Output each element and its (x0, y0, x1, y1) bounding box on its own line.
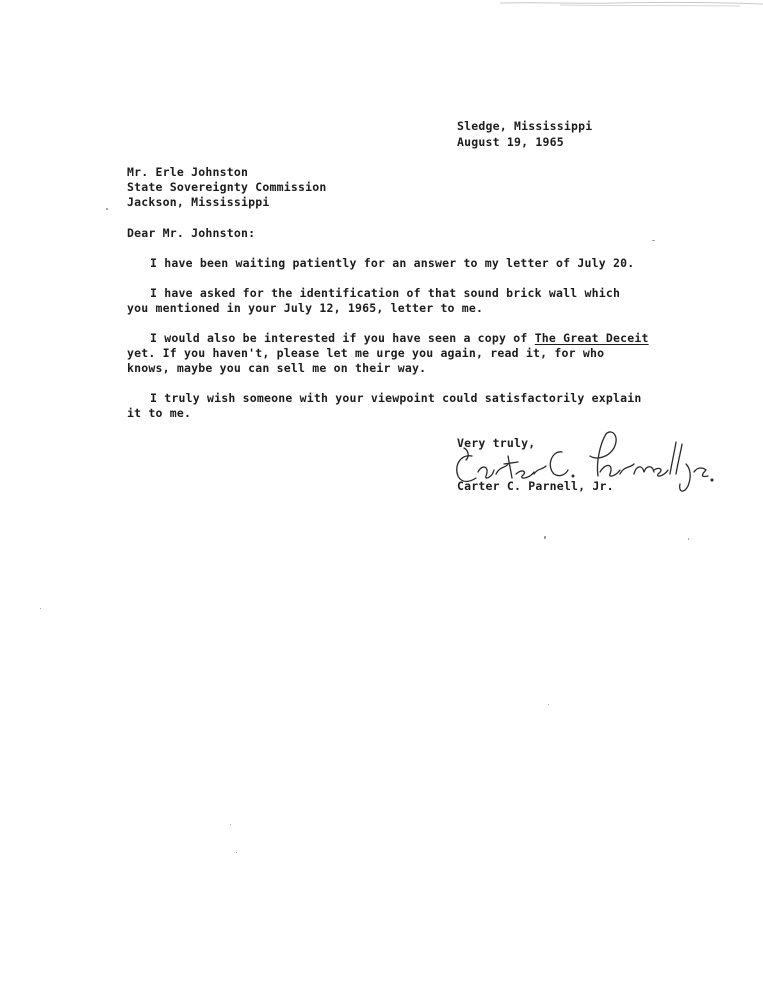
paragraph-2-line-2: you mentioned in your July 12, 1965, letter to me. (127, 301, 484, 315)
scan-edge-artifact (500, 0, 763, 8)
salutation: Dear Mr. Johnston: (127, 226, 256, 240)
recipient-city: Jackson, Mississippi (127, 195, 270, 209)
paragraph-3-line-1-text: I would also be interested if you have seen a copy of (150, 331, 535, 345)
paragraph-4-line-2: it to me. (127, 406, 192, 420)
scan-speck (688, 538, 689, 540)
recipient-name: Mr. Erle Johnston (127, 165, 249, 179)
recipient-organization: State Sovereignty Commission (127, 180, 327, 194)
letter-date: August 19, 1965 (457, 135, 564, 149)
paragraph-3-line-1 (150, 331, 649, 346)
sender-location: Sledge, Mississippi (457, 119, 593, 133)
paragraph-3-line-2: yet. If you haven't, please let me urge you again, read it, for who (127, 346, 605, 360)
scan-speck (106, 208, 108, 210)
scan-speck (548, 704, 549, 705)
signer-name: Carter C. Parnell, Jr. (457, 479, 614, 493)
paragraph-4-line-1: I truly wish someone with your viewpoint could satisfactorily explain (150, 391, 642, 405)
handwritten-signature (450, 426, 720, 506)
scan-speck (544, 536, 546, 539)
scan-speck (652, 240, 655, 241)
closing: Very truly, (457, 436, 536, 450)
book-title: The Great Deceit (534, 331, 649, 345)
paragraph-2-line-1: I have asked for the identification of that sound brick wall which (150, 286, 621, 300)
scan-speck (230, 824, 231, 825)
scan-speck (40, 608, 41, 609)
scan-speck (236, 852, 237, 853)
paragraph-3-line-3: knows, maybe you can sell me on their way. (127, 361, 427, 375)
paragraph-1: I have been waiting patiently for an answer to my letter of July 20. (150, 256, 635, 270)
